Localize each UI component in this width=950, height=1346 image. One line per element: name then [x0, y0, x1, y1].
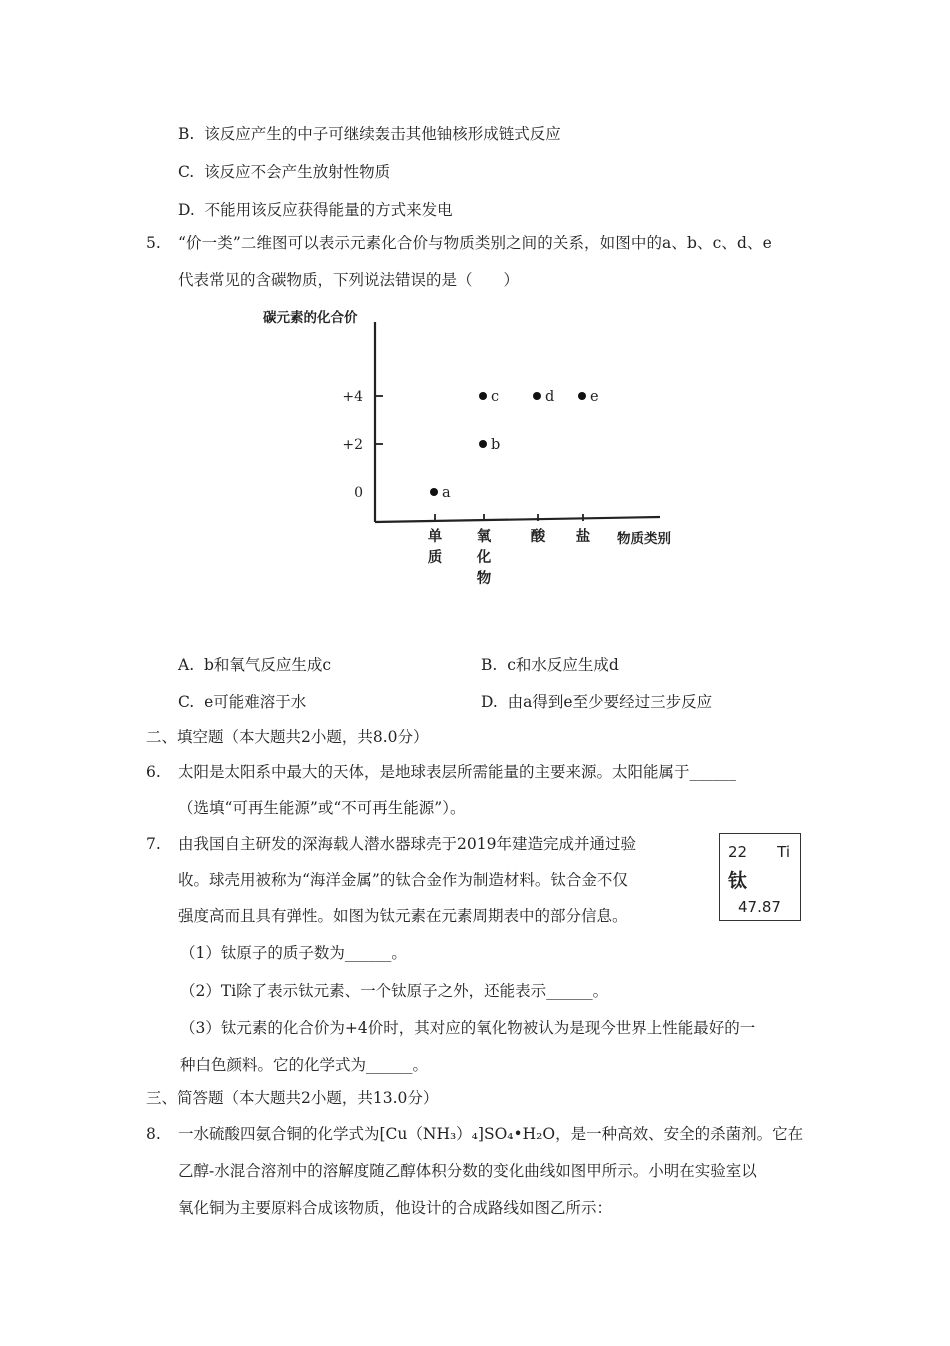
point-d: [533, 392, 541, 400]
q5-stem-line1: “价一类”二维图可以表示元素化合价与物质类别之间的关系，如图中的a、b、c、d、e: [178, 234, 772, 252]
y-axis-label: 碳元素的化合价: [263, 310, 358, 326]
q7-sub3-line2: 种白色颜料。它的化学式为______。: [180, 1056, 429, 1074]
q5-option-c: [178, 692, 306, 712]
q7-line1: 由我国自主研发的深海载人潜水器球壳于2019年建造完成并通过验: [178, 835, 636, 853]
q8-line2: 乙醇-水混合溶剂中的溶解度随乙醇体积分数的变化曲线如图甲所示。小明在实验室以: [178, 1162, 757, 1180]
x-tick-label: 酸: [530, 529, 546, 545]
x-tick-label: 单: [427, 529, 443, 545]
x-axis-label: 物质类别: [617, 531, 671, 547]
q5-option-d: [481, 692, 712, 712]
option-label: B.: [481, 656, 498, 674]
y-tick-label: +4: [342, 389, 363, 405]
option-text: e可能难溶于水: [204, 693, 307, 711]
q7-sub2: （2）Ti除了表示钛元素、一个钛原子之外，还能表示______。: [180, 982, 609, 1000]
option-label: D.: [481, 693, 498, 711]
point-label-d: d: [545, 389, 555, 405]
q5-option-b: [481, 655, 619, 675]
option-label: A.: [178, 656, 195, 674]
option-text: 该反应产生的中子可继续轰击其他铀核形成链式反应: [204, 125, 561, 143]
option-text: b和氧气反应生成c: [203, 656, 332, 674]
point-c: [479, 392, 487, 400]
x-tick-label: 质: [427, 550, 443, 566]
q7-line3: 强度高而且具有弹性。如图为钛元素在元素周期表中的部分信息。: [178, 907, 628, 925]
option-text: 不能用该反应获得能量的方式来发电: [204, 201, 453, 219]
q8-line1: 一水硫酸四氨合铜的化学式为[Cu（NH₃）₄]SO₄•H₂O，是一种高效、安全的杀菌剂。它在: [178, 1125, 804, 1143]
valence-class-chart: [255, 300, 695, 600]
q4-option-b: [178, 124, 561, 144]
option-text: c和水反应生成d: [507, 656, 619, 674]
option-label: D.: [178, 201, 195, 219]
q6-line2: （选填“可再生能源”或“不可再生能源”）。: [178, 799, 466, 817]
point-label-a: a: [442, 485, 451, 501]
x-tick-label: 盐: [575, 529, 591, 545]
atomic-mass: 47.87: [738, 898, 781, 916]
x-axis: [375, 517, 660, 522]
q4-option-d: [178, 200, 453, 220]
q7-number: 7.: [146, 835, 161, 853]
point-label-e: e: [590, 389, 599, 405]
q4-option-c: [178, 162, 390, 182]
atomic-number: 22: [728, 843, 748, 861]
point-a: [430, 488, 438, 496]
point-label-b: b: [491, 437, 501, 453]
q5-stem-line2: 代表常见的含碳物质，下列说法错误的是（ ）: [178, 271, 520, 289]
section2-title: 二、填空题（本大题共2小题，共8.0分）: [146, 728, 429, 746]
element-symbol: Ti: [777, 843, 790, 861]
point-e: [578, 392, 586, 400]
q7-sub1: （1）钛原子的质子数为______。: [180, 944, 407, 962]
option-text: 由a得到e至少要经过三步反应: [507, 693, 713, 711]
y-tick-label: +2: [342, 437, 363, 453]
element-name: 钛: [728, 870, 748, 892]
q5-option-a: [178, 655, 331, 675]
option-label: C.: [178, 163, 195, 181]
x-tick-label: 氧: [476, 529, 492, 545]
q8-line3: 氧化铜为主要原料合成该物质，他设计的合成路线如图乙所示：: [178, 1199, 613, 1217]
q5-number: 5.: [146, 234, 161, 252]
chart-svg: [255, 300, 695, 600]
q6-line1: 太阳是太阳系中最大的天体，是地球表层所需能量的主要来源。太阳能属于______: [178, 763, 737, 781]
q6-number: 6.: [146, 763, 161, 781]
x-tick-label: 化: [476, 550, 492, 566]
y-tick-label: 0: [354, 485, 363, 501]
q8-number: 8.: [146, 1125, 161, 1143]
section3-title: 三、简答题（本大题共2小题，共13.0分）: [146, 1089, 439, 1107]
option-label: B.: [178, 125, 195, 143]
titanium-element-card: [719, 833, 801, 921]
point-b: [479, 440, 487, 448]
point-label-c: c: [491, 389, 500, 405]
option-label: C.: [178, 693, 195, 711]
q7-sub3-line1: （3）钛元素的化合价为+4价时，其对应的氧化物被认为是现今世界上性能最好的一: [180, 1019, 756, 1037]
q7-line2: 收。球壳用被称为“海洋金属”的钛合金作为制造材料。钛合金不仅: [178, 871, 628, 889]
x-tick-label: 物: [476, 571, 492, 587]
option-text: 该反应不会产生放射性物质: [204, 163, 391, 181]
